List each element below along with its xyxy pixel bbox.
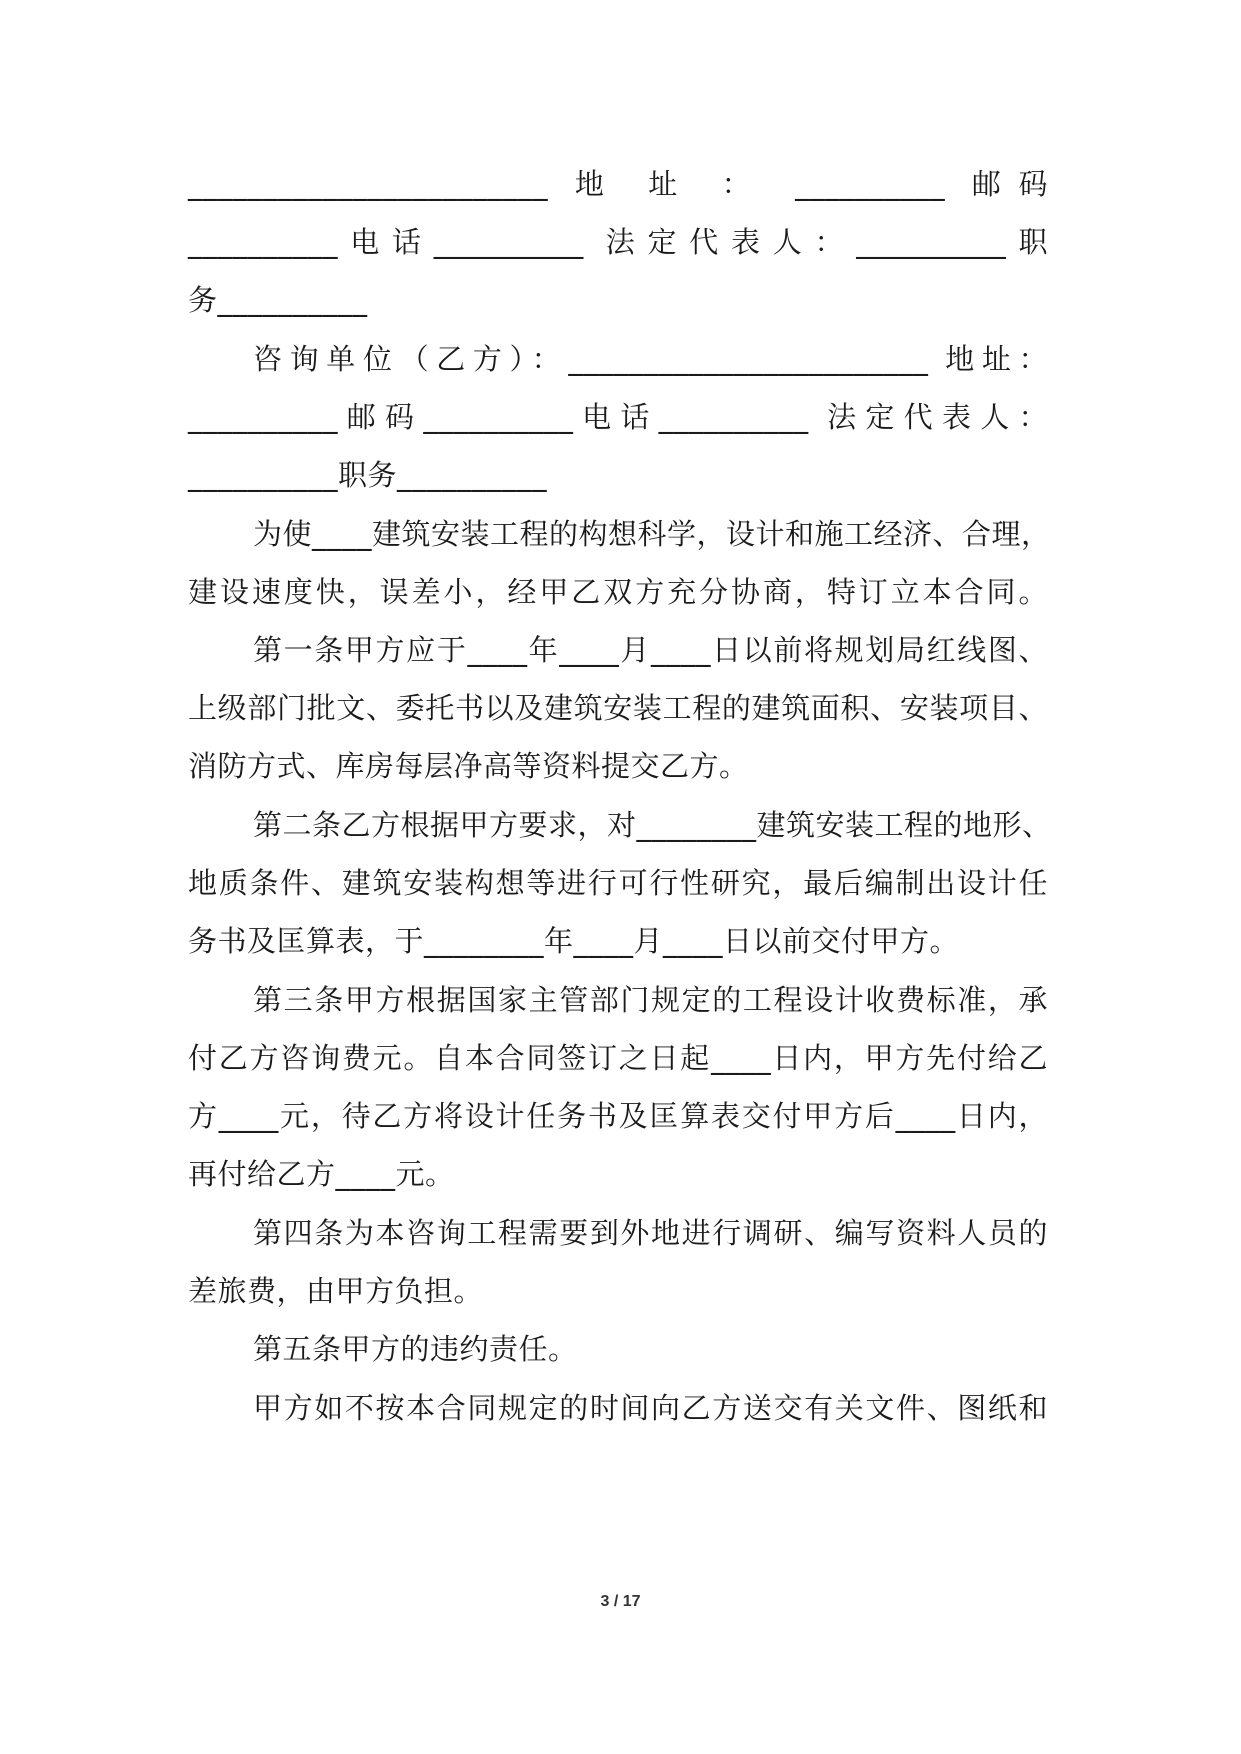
text-line-12: 第二条乙方根据甲方要求，对________建筑安装工程的地形、: [253, 808, 1052, 842]
text-line-8: 建设速度快，误差小，经甲乙双方充分协商，特订立本合同。: [188, 575, 1048, 609]
text-line-14: 务书及匡算表，于________年____月____日以前交付甲方。: [188, 924, 960, 958]
text-line-4: 咨询单位（乙方）：________________________ 地址：: [253, 342, 1048, 376]
text-line-6: __________职务__________: [188, 458, 548, 492]
text-line-20: 差旅费，由甲方负担。: [188, 1274, 484, 1308]
text-line-13: 地质条件、建筑安装构想等进行可行性研究，最后编制出设计任: [188, 866, 1048, 900]
text-line-5: __________邮码__________电话__________ 法定代表人：: [188, 400, 1048, 434]
page-number: 3 / 17: [600, 1593, 641, 1610]
text-line-17: 方____元，待乙方将设计任务书及匡算表交付甲方后____日内，: [188, 1099, 1048, 1133]
text-line-19: 第四条为本咨询工程需要到外地进行调研、编写资料人员的: [253, 1216, 1048, 1250]
text-line-2: __________电话__________ 法定代表人：__________职: [188, 225, 1048, 259]
text-line-16: 付乙方咨询费元。自本合同签订之日起____日内，甲方先付给乙: [188, 1041, 1048, 1075]
text-line-10: 上级部门批文、委托书以及建筑安装工程的建筑面积、安装项目、: [188, 691, 1048, 725]
text-line-3: 务__________: [188, 283, 368, 317]
text-line-18: 再付给乙方____元。: [188, 1157, 455, 1191]
text-line-15: 第三条甲方根据国家主管部门规定的工程设计收费标准，承: [253, 983, 1048, 1017]
text-line-21: 第五条甲方的违约责任。: [253, 1332, 578, 1366]
text-line-11: 消防方式、库房每层净高等资料提交乙方。: [188, 749, 749, 783]
text-line-7: 为使____建筑安装工程的构想科学，设计和施工经济、合理，: [253, 517, 1051, 551]
text-line-1: ________________________ 地 址 ： __________ 邮码: [188, 167, 1048, 201]
text-line-22: 甲方如不按本合同规定的时间向乙方送交有关文件、图纸和: [253, 1391, 1048, 1425]
text-line-9: 第一条甲方应于____年____月____日以前将规划局红线图、: [253, 633, 1048, 667]
